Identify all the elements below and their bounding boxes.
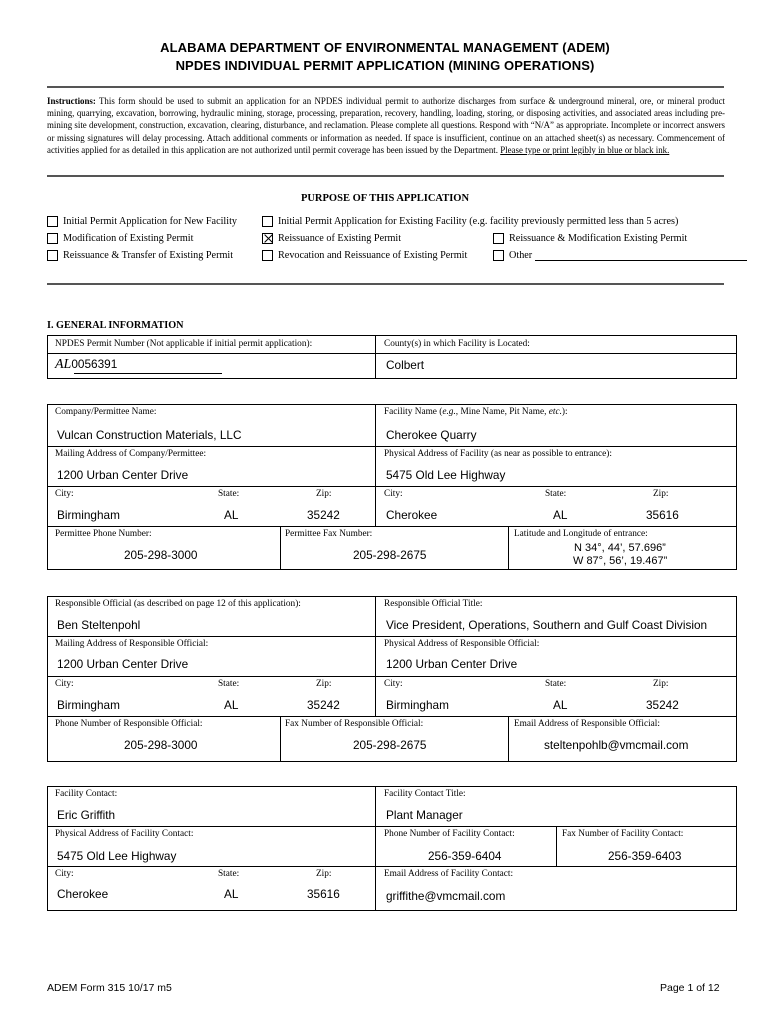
option-modification[interactable] — [47, 232, 193, 245]
zip-label: Zip: — [316, 869, 332, 879]
company-name-field[interactable]: Vulcan Construction Materials, LLC — [57, 428, 242, 442]
city-label: City: — [55, 489, 74, 499]
label-part: Facility Name ( — [384, 407, 443, 417]
contact-city-field[interactable]: Cherokee — [57, 887, 109, 901]
row-divider — [47, 446, 737, 447]
cell-divider — [280, 716, 281, 762]
checkbox[interactable] — [262, 216, 273, 227]
permit-number-label: NPDES Permit Number (Not applicable if initial permit application): — [55, 339, 313, 349]
official-mailing-field[interactable]: 1200 Urban Center Drive — [57, 657, 189, 671]
cell-divider — [556, 826, 557, 866]
contact-address-field[interactable]: 5475 Old Lee Highway — [57, 849, 177, 863]
option-initial-new[interactable] — [47, 215, 237, 228]
contact-address-label: Physical Address of Facility Contact: — [55, 829, 194, 839]
divider — [47, 86, 724, 88]
physical-address-field[interactable]: 5475 Old Lee Highway — [386, 468, 506, 482]
option-label: Initial Permit Application for Existing Facility (e.g. facility previously permitted less than 5 acres) — [278, 216, 679, 227]
option-label: Reissuance & Modification Existing Permit — [509, 233, 688, 244]
contact-title-label: Facility Contact Title: — [384, 789, 466, 799]
option-label: Revocation and Reissuance of Existing Permit — [278, 250, 468, 261]
cell-divider — [280, 526, 281, 570]
official-email-label: Email Address of Responsible Official: — [514, 719, 660, 729]
contact-zip-field[interactable]: 35616 — [307, 887, 340, 901]
city-label: City: — [384, 679, 403, 689]
option-label: Other — [509, 250, 533, 261]
contact-name-label: Facility Contact: — [55, 789, 118, 799]
contact-name-field[interactable]: Eric Griffith — [57, 808, 116, 822]
cell-divider — [375, 335, 376, 379]
form-id: ADEM Form 315 10/17 m5 — [47, 982, 172, 994]
checkbox[interactable] — [47, 250, 58, 261]
official-fax-label: Fax Number of Responsible Official: — [285, 719, 424, 729]
official-physical-label: Physical Address of Responsible Official: — [384, 639, 540, 649]
latitude-field[interactable]: N 34°, 44’, 57.696” — [574, 542, 666, 554]
permit-number-field[interactable] — [55, 357, 117, 373]
permit-prefix: AL — [55, 357, 72, 372]
city-label: City: — [384, 489, 403, 499]
state-label: State: — [218, 869, 240, 879]
zip-label: Zip: — [316, 679, 332, 689]
option-reissuance[interactable] — [262, 232, 401, 245]
option-initial-existing[interactable] — [262, 215, 678, 228]
checkbox-checked[interactable] — [262, 233, 273, 244]
permit-number: 0056391 — [71, 357, 118, 371]
permit-underline — [74, 373, 222, 374]
facility-name-field[interactable]: Cherokee Quarry — [386, 428, 477, 442]
county-label: County(s) in which Facility is Located: — [384, 339, 530, 349]
contact-state-field[interactable]: AL — [224, 887, 239, 901]
official-physical-field[interactable]: 1200 Urban Center Drive — [386, 657, 518, 671]
cell-divider — [375, 404, 376, 526]
phone-label: Permittee Phone Number: — [55, 529, 152, 539]
label-part: e.g. — [442, 407, 456, 417]
cell-divider — [508, 526, 509, 570]
row-divider — [47, 526, 737, 527]
row-divider — [47, 866, 737, 867]
fax-label: Permittee Fax Number: — [285, 529, 373, 539]
contact-phone-field[interactable]: 256-359-6404 — [428, 849, 502, 863]
state-label: State: — [218, 679, 240, 689]
official-phone-label: Phone Number of Responsible Official: — [55, 719, 203, 729]
fax-field[interactable]: 205-298-2675 — [353, 548, 427, 562]
official-title-label: Responsible Official Title: — [384, 599, 483, 609]
option-reissuance-modification[interactable] — [493, 232, 687, 245]
row-divider — [47, 676, 737, 677]
section-title: I. GENERAL INFORMATION — [47, 320, 184, 331]
checkbox[interactable] — [47, 233, 58, 244]
label-part: etc. — [548, 407, 562, 417]
city-field[interactable]: Birmingham — [57, 508, 120, 522]
option-revocation-reissuance[interactable] — [262, 249, 467, 262]
contact-email-field[interactable]: griffithe@vmcmail.com — [386, 889, 506, 903]
official-phone-field[interactable]: 205-298-3000 — [124, 738, 198, 752]
other-input[interactable] — [535, 251, 747, 261]
official-phys-zip-field[interactable]: 35242 — [646, 698, 679, 712]
official-state-field[interactable]: AL — [224, 698, 239, 712]
facility-city-field[interactable]: Cherokee — [386, 508, 438, 522]
cell-divider — [375, 596, 376, 716]
option-label: Reissuance of Existing Permit — [278, 233, 402, 244]
instructions-ink-note: Please type or print legibly in blue or black ink. — [500, 144, 670, 155]
official-name-field[interactable]: Ben Steltenpohl — [57, 618, 141, 632]
zip-label: Zip: — [653, 679, 669, 689]
contact-fax-label: Fax Number of Facility Contact: — [562, 829, 684, 839]
row-divider — [47, 353, 737, 354]
option-other[interactable] — [493, 249, 747, 262]
option-label: Initial Permit Application for New Facility — [63, 216, 238, 227]
purpose-title: PURPOSE OF THIS APPLICATION — [300, 193, 470, 204]
row-divider — [47, 486, 737, 487]
state-label: State: — [218, 489, 240, 499]
zip-label: Zip: — [653, 489, 669, 499]
zip-field[interactable]: 35242 — [307, 508, 340, 522]
mailing-address-field[interactable]: 1200 Urban Center Drive — [57, 468, 189, 482]
city-label: City: — [55, 679, 74, 689]
official-name-label: Responsible Official (as described on page 12 of this application): — [55, 599, 301, 609]
latlon-label: Latitude and Longitude of entrance: — [514, 529, 648, 539]
cell-divider — [508, 716, 509, 762]
checkbox[interactable] — [493, 233, 504, 244]
row-divider — [47, 826, 737, 827]
facility-state-field[interactable]: AL — [553, 508, 568, 522]
official-city-field[interactable]: Birmingham — [57, 698, 120, 712]
checkbox[interactable] — [262, 250, 273, 261]
checkbox[interactable] — [493, 250, 504, 261]
official-title-field[interactable]: Vice President, Operations, Southern and Gulf Coast Division — [386, 618, 708, 632]
instructions-label: Instructions: — [47, 96, 96, 106]
contact-title-field[interactable]: Plant Manager — [386, 808, 463, 822]
instructions-body: This form should be used to submit an application for an NPDES individual permit to authorize discharges from surface & underground mineral, ore, or mineral product mining, quarrying, excavation, borrowing, hydraulic mining, storage, processing, preparation, recovery, handling, loading, storing, or disposing activities, and associated areas including pre-mining site development, construction, excavation, clearing, disturbance, and reclamation. Please complete all questions. Respond with “N/A” as appropriate. Incomplete or incorrect answers or missing signatures will delay processing. Attach additional comments or information as needed. If space is insufficient, continue on an attached sheet(s) as necessary. Commencement of activities applied for as detailed in this application are not authorized until permit coverage has been issued by the Department. — [47, 96, 725, 155]
contact-fax-field[interactable]: 256-359-6403 — [608, 849, 682, 863]
official-zip-field[interactable]: 35242 — [307, 698, 340, 712]
state-label: State: — [545, 679, 567, 689]
phone-field[interactable]: 205-298-3000 — [124, 548, 198, 562]
facility-zip-field[interactable]: 35616 — [646, 508, 679, 522]
row-divider — [47, 636, 737, 637]
longitude-field[interactable]: W 87°, 56’, 19.467” — [573, 555, 668, 567]
divider — [47, 283, 724, 285]
contact-phone-label: Phone Number of Facility Contact: — [384, 829, 515, 839]
official-mailing-label: Mailing Address of Responsible Official: — [55, 639, 209, 649]
label-part: ): — [561, 407, 568, 417]
zip-label: Zip: — [316, 489, 332, 499]
city-label: City: — [55, 869, 74, 879]
page-number: Page 1 of 12 — [660, 982, 720, 994]
form-title-line2: NPDES INDIVIDUAL PERMIT APPLICATION (MINING OPERATIONS) — [175, 58, 595, 73]
facility-name-label — [384, 407, 568, 417]
physical-address-label: Physical Address of Facility (as near as possible to entrance): — [384, 449, 612, 459]
instructions — [47, 95, 725, 156]
option-label: Modification of Existing Permit — [63, 233, 194, 244]
company-name-label: Company/Permittee Name: — [55, 407, 157, 417]
option-label: Reissuance & Transfer of Existing Permit — [63, 250, 234, 261]
checkbox[interactable] — [47, 216, 58, 227]
contact-email-label: Email Address of Facility Contact: — [384, 869, 514, 879]
option-reissuance-transfer[interactable] — [47, 249, 233, 262]
form-title-line1: ALABAMA DEPARTMENT OF ENVIRONMENTAL MANAGEMENT (ADEM) — [160, 40, 610, 55]
official-phys-state-field[interactable]: AL — [553, 698, 568, 712]
mailing-address-label: Mailing Address of Company/Permittee: — [55, 449, 207, 459]
label-part: , Mine Name, Pit Name, — [455, 407, 549, 417]
official-phys-city-field[interactable]: Birmingham — [386, 698, 449, 712]
divider — [47, 175, 724, 177]
state-label: State: — [545, 489, 567, 499]
state-field[interactable]: AL — [224, 508, 239, 522]
official-email-field[interactable]: steltenpohlb@vmcmail.com — [544, 738, 689, 752]
county-field[interactable]: Colbert — [386, 358, 425, 372]
official-fax-field[interactable]: 205-298-2675 — [353, 738, 427, 752]
cell-divider — [375, 786, 376, 911]
row-divider — [47, 716, 737, 717]
